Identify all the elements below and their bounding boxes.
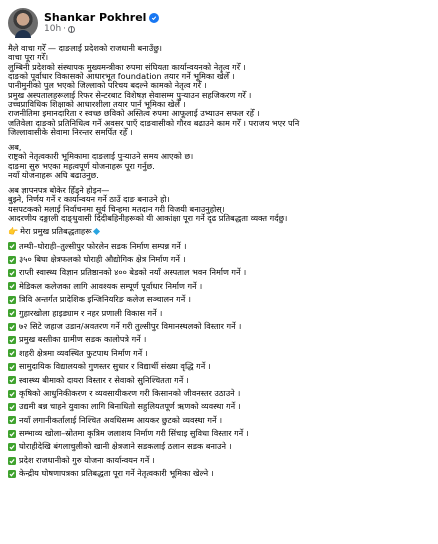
- pledge-text: प्रदेश राजधानीको गुरु योजना कार्यान्वयन गर्ने ।: [19, 454, 155, 465]
- pledge-item: [8, 467, 432, 480]
- post-text-line: जिल्लावासीके सेवामा निरन्तर समर्पित रहेँ ।: [8, 127, 133, 138]
- author-name[interactable]: Shankar Pokhrel: [44, 10, 147, 24]
- check-mark-icon: [8, 269, 16, 277]
- pledge-text: ७२ सिटे जहाज उडान/अवतरण गर्ने गरी तुल्सीपुर विमानस्थलको विस्तार गर्ने ।: [19, 320, 242, 331]
- pledge-item: [8, 253, 432, 266]
- pledge-item: [8, 454, 432, 467]
- post-text-line: दाङमा सुरु भएका महत्वपूर्ण योजनाहरू पूरा गर्नुछ.: [8, 160, 155, 171]
- post-text-line: मैले वाचा गरेँ — दाङलाई प्रदेशको राजधानी बनाउँछु।: [8, 43, 163, 53]
- pledge-text: प्रमुख बस्तीका ग्रामीण सडक कालोपत्रे गर्ने ।: [19, 334, 147, 345]
- check-mark-icon: [8, 376, 16, 384]
- post-text-line: यसपटकको मलाई निर्वाचनमा सूर्य चिन्हमा मतदान गरी विजयी बनाउनुहोस्।: [8, 203, 225, 214]
- post-meta: [44, 12, 159, 35]
- separator-dot: ·: [63, 24, 67, 35]
- pledge-text: त्रिवि अन्तर्गत प्रादेशिक इन्जिनियरिङ कलेज सञ्चालन गर्ने ।: [19, 294, 191, 305]
- pledge-text: कृषिको आधुनिकीकरण र व्यवसायीकरण गरी किसानको जीवनस्तर उठाउने ।: [19, 387, 241, 398]
- pledge-item: [8, 414, 432, 427]
- pledge-text: शहरी क्षेत्रमा व्यवस्थित फुटपाथ निर्माण गर्ने ।: [19, 347, 148, 358]
- pledge-item: [8, 280, 432, 293]
- pledge-item: [8, 400, 432, 413]
- check-mark-icon: [8, 256, 16, 264]
- post-subline: [44, 24, 159, 34]
- pledge-item: [8, 387, 432, 400]
- pledge-text: घोराहीदेखि बंगलाचुलीको खानी क्षेत्रजाने सडकलाई ठलान सडक बनाउने ।: [19, 441, 232, 452]
- check-mark-icon: [8, 470, 16, 478]
- globe-icon: [68, 26, 75, 33]
- pledge-text: मेडिकल कलेजका लागि आवश्यक सम्पूर्ण पूर्वाधार निर्माण गर्ने ।: [19, 280, 203, 291]
- check-mark-icon: [8, 403, 16, 411]
- post-body: [8, 44, 432, 481]
- check-mark-icon: [8, 242, 16, 250]
- check-mark-icon: [8, 416, 16, 424]
- check-mark-icon: [8, 323, 16, 331]
- avatar[interactable]: [8, 8, 38, 38]
- pledge-item: [8, 440, 432, 453]
- pledge-item: [8, 293, 432, 306]
- post-text-line: राजनीतिमा इमानदारिता र स्वच्छ छविको अस्तित्व रुपमा आफूलाई उभ्याउन सफल रहेँ ।: [8, 108, 260, 119]
- pledge-item: [8, 320, 432, 333]
- post-time[interactable]: 10h: [44, 24, 62, 35]
- check-mark-icon: [8, 296, 16, 304]
- post-text-line: प्रमुख अस्पतालहरूलाई रिफर सेन्टरबाट विशेषज्ञ सेवासम्म पुर्‍याउन सहजिकरण गरेँ ।: [8, 89, 252, 100]
- post-text-line: अब ज्ञापनपत्र बोकेर हिँड्ने होइन—: [8, 184, 110, 195]
- pledge-text: ३५० बिघा क्षेत्रफलको घोराही औद्योगिक क्षेत्र निर्माण गर्ने ।: [19, 253, 186, 264]
- check-mark-icon: [8, 349, 16, 357]
- post-text-line: पानीमुनीको पुल भएको जिल्लाको परिचय बदल्ने कामको नेतृत्व गरेँ ।: [8, 80, 207, 91]
- post-text-line: अब,: [8, 141, 22, 152]
- pledge-item: [8, 360, 432, 373]
- pledge-text: राप्ती स्वास्थ्य विज्ञान प्रतिष्ठानको ४०० बेडको नयाँ अस्पताल भवन निर्माण गर्ने ।: [19, 267, 247, 278]
- post-text-line: वाचा पूरा गरेँ।: [8, 52, 49, 63]
- pledges-list: [8, 240, 432, 481]
- check-mark-icon: [8, 363, 16, 371]
- pledge-item: [8, 427, 432, 440]
- verified-badge-icon: [149, 13, 159, 23]
- check-mark-icon: [8, 443, 16, 451]
- blue-diamond-icon: [93, 228, 100, 235]
- middle-paragraph: [8, 143, 432, 180]
- check-mark-icon: [8, 430, 16, 438]
- post-text-line: लुम्बिनी प्रदेशको संस्थापक मुख्यमन्त्रीका रुपमा संघियता कार्यान्वयनको नेतृत्व गरेँ ।: [8, 61, 246, 72]
- pledge-item: [8, 266, 432, 279]
- post-text-line: जतिवेला दाङको प्रतिनिधित्व गर्ने अवसर पाएँ दाङवासीको गौरव बढाउने काम गरेँ । पराजय भएर पनि: [8, 117, 300, 128]
- check-mark-icon: [8, 457, 16, 465]
- pledge-text: तम्घी–घोराही–तुल्सीपुर फोरलेन सडक निर्माण सम्पन्न गर्ने ।: [19, 240, 187, 251]
- intro-paragraph: [8, 44, 432, 137]
- post-text-line: बुझ्ने, निर्णय गर्ने र कार्यान्वयन गर्ने ठाउँ दाङ बनाउने हो।: [8, 194, 170, 205]
- pledge-text: केन्द्रीय घोषणापत्रका प्रतिबद्धता पूरा गर्ने नेतृत्वकारी भूमिका खेल्ने ।: [19, 468, 214, 479]
- pledge-text: सामुदायिक विद्यालयको गुणस्तर सुधार र विद्यार्थी संख्या वृद्धि गर्ने ।: [19, 361, 211, 372]
- pledge-item: [8, 373, 432, 386]
- post-text-line: राष्ट्रको नेतृत्वकारी भूमिकामा दाङलाई पुर्‍याउने समय आएको छ।: [8, 151, 194, 162]
- pledges-heading: [8, 225, 432, 238]
- pledge-item: [8, 307, 432, 320]
- pledge-item: [8, 333, 432, 346]
- post-header: [8, 8, 432, 38]
- post-text-line: दाङको पूर्वाधार विकासको आधारभूत foundation तयार गर्ने भूमिका खेलेँ ।: [8, 71, 235, 82]
- pledge-text: उद्यमी बन्न चाहने युवाका लागि बिनाधितो सहुलियतपूर्ण ऋणको व्यवस्था गर्ने ।: [19, 401, 241, 412]
- author-row: [44, 12, 159, 25]
- pledge-text: स्वास्थ्य बीमाको दायरा विस्तार र सेवाको सुनिश्चितता गर्ने ।: [19, 374, 189, 385]
- post-text-line: उच्चप्राविधिक शिक्षाको आधारशीला तयार पार्न भूमिका खेलेँ ।: [8, 99, 186, 110]
- post-text-line: नयाँ योजनाहरू अघि बढाउनुछ.: [8, 169, 99, 180]
- check-mark-icon: [8, 390, 16, 398]
- pledge-text: सम्भाव्य खोला–स्रोतमा कृत्रिम जलाशय निर्माण गरी सिंचाइ सुविधा विस्तार गर्ने ।: [19, 428, 249, 439]
- pledge-text: नयाँ लगानीकर्तालाई निश्चित अवधिसम्म आयकर छुटको व्यवस्था गर्ने ।: [19, 414, 223, 425]
- pledge-text: गुहारखोला हाइड्याम र नहर प्रणाली विकास गर्ने ।: [19, 307, 163, 318]
- check-mark-icon: [8, 282, 16, 290]
- post-text-line: आदरणीय दङ्गाली दाङ्धुवासी दिदीबहिनीहरूको यी आकांक्षा पूरा गर्ने दृढ प्रतिबद्धता व्यक्त गर्दछु।: [8, 212, 288, 223]
- check-mark-icon: [8, 309, 16, 317]
- pointing-hand-icon: 👉: [8, 226, 19, 237]
- pledges-heading-text: मेरा प्रमुख प्रतिबद्धताहरू: [20, 226, 92, 237]
- pledge-item: [8, 240, 432, 253]
- closing-paragraph: [8, 186, 432, 223]
- check-mark-icon: [8, 336, 16, 344]
- pledge-item: [8, 347, 432, 360]
